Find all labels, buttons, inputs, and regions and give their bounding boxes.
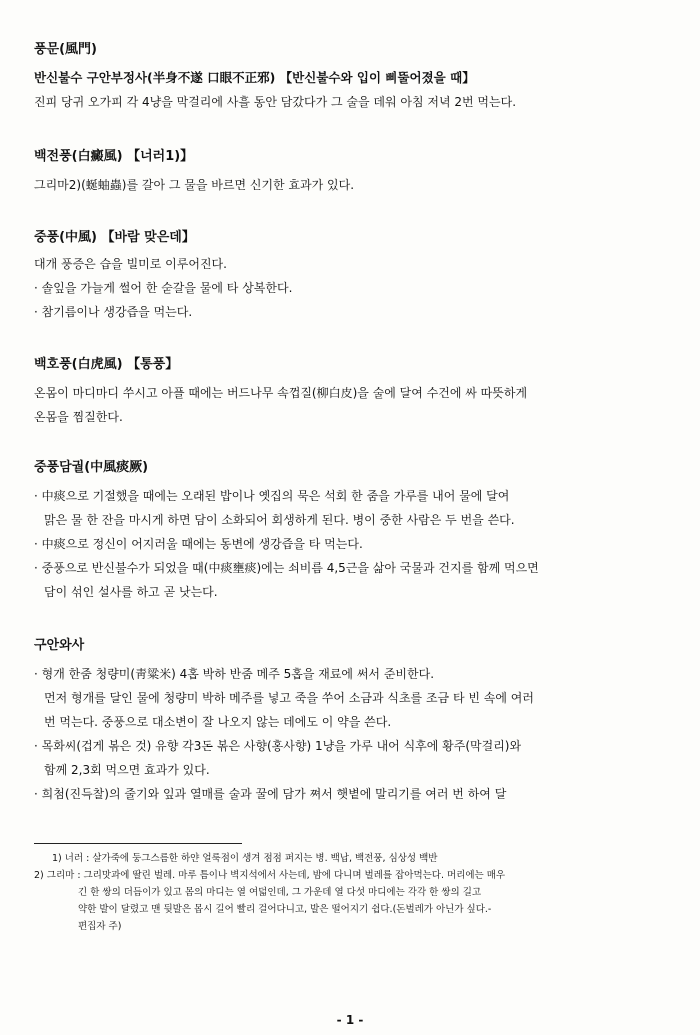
text-line: 담이 섞인 설사를 하고 곧 낫는다.: [44, 585, 218, 599]
section-baekhopung: [34, 355, 674, 429]
text-line: 맑은 물 한 잔을 마시게 하면 담이 소화되어 회생하게 된다. 병이 중한 사람은 두 번을 쓴다.: [44, 513, 515, 527]
footnote-2-continued: 긴 한 쌍의 더듬이가 있고 몸의 마디는 열 여덟인데, 그 가운데 열 다섯 마디에는 각각 한 쌍의 길고: [78, 887, 482, 898]
footnote-divider: [34, 843, 242, 844]
text-line: 번 먹는다. 중풍으로 대소변이 잘 나오지 않는 데에도 이 약을 쓴다.: [44, 715, 392, 729]
section-pungmun: [34, 40, 674, 114]
text-line: 진피 당귀 오가피 각 4냥을 막걸리에 사흘 동안 담갔다가 그 술을 데워 아침 저녁 2번 먹는다.: [34, 95, 517, 109]
section-baekjeonpung: [34, 147, 674, 197]
list-item: · 中痰으로 정신이 어지러울 때에는 동변에 생강즙을 타 먹는다.: [34, 537, 363, 551]
page-number: - 1 -: [336, 1013, 364, 1027]
text-line: 온몸이 마디마디 쑤시고 아플 때에는 버드나무 속껍질(柳白皮)을 술에 달여 수건에 싸 따뜻하게: [34, 386, 528, 400]
list-item: · 中痰으로 기절했을 때에는 오래된 밥이나 옛집의 묵은 석회 한 줌을 가루를 내어 물에 달여: [34, 489, 510, 503]
section-guanwasa: [34, 636, 674, 806]
section-jungpung-damgwol: [34, 458, 674, 604]
text-line: 먼저 형개를 달인 물에 청량미 박하 메주를 넣고 죽을 쑤어 소금과 식초를 조금 타 빈 속에 여러: [44, 691, 534, 705]
section-heading: 백호풍(白虎風) 【통풍】: [34, 357, 179, 372]
text-line: 함께 2,3회 먹으면 효과가 있다.: [44, 763, 210, 777]
footnote-2: 2) 그리마 : 그리맛과에 딸린 벌레. 마루 틈이나 벽지석에서 사는데, 밤에 다니며 벌레를 잡아먹는다. 머리에는 매우: [34, 870, 506, 881]
list-item: · 희첨(진득찰)의 줄기와 잎과 열매를 술과 꿀에 담가 쪄서 햇볕에 말리기를 여러 번 하여 달: [34, 787, 507, 801]
footnote-2-continued: 약한 발이 달렸고 맨 뒷발은 몹시 길어 빨리 걸어다니고, 발은 떨어지기 쉽다.(돈벌레가 아닌가 싶다.-: [78, 904, 492, 915]
list-item: · 참기름이나 생강즙을 먹는다.: [34, 305, 193, 319]
section-heading: 중풍담궐(中風痰厥): [34, 460, 149, 475]
text-line: 대개 풍증은 습을 빌미로 이루어진다.: [34, 257, 227, 271]
text-line: 온몸을 찜질한다.: [34, 410, 123, 424]
section-heading: 풍문(風門): [34, 42, 97, 57]
list-item: · 목화씨(겁게 볶은 것) 유향 각3돈 볶은 사향(홍사향) 1냥을 가루 내어 식후에 황주(막걸리)와: [34, 739, 522, 753]
section-heading: 백전풍(白癜風) 【너러1)】: [34, 149, 194, 164]
text-line: 그리마2)(蜒蚰蟲)를 갈아 그 물을 바르면 신기한 효과가 있다.: [34, 178, 355, 192]
footnote-2-continued: 편집자 주): [78, 921, 122, 932]
section-heading: 구안와사: [34, 638, 85, 653]
list-item: · 형개 한줌 청량미(靑粱米) 4홉 박하 반줌 메주 5홉을 재료에 써서 준비한다.: [34, 667, 435, 681]
section-jungpung: [34, 228, 674, 324]
section-heading: 중풍(中風) 【바람 맞은데】: [34, 230, 195, 245]
list-item: · 솔잎을 가늘게 썰어 한 숟갈을 물에 타 상복한다.: [34, 281, 293, 295]
footnotes: [34, 850, 674, 935]
text-line: 반신불수 구안부정사(半身不遂 口眼不正邪) 【반신불수와 입이 삐뚤어졌을 때】: [34, 70, 475, 85]
list-item: · 중풍으로 반신불수가 되었을 때(中痰壅痰)에는 쇠비름 4,5근을 삶아 국물과 건지를 함께 먹으면: [34, 561, 539, 575]
footnote-1: 1) 너러 : 살가죽에 둥그스름한 하얀 얼룩점이 생겨 점점 퍼지는 병. 백납, 백전풍, 심상성 백반: [52, 853, 438, 864]
